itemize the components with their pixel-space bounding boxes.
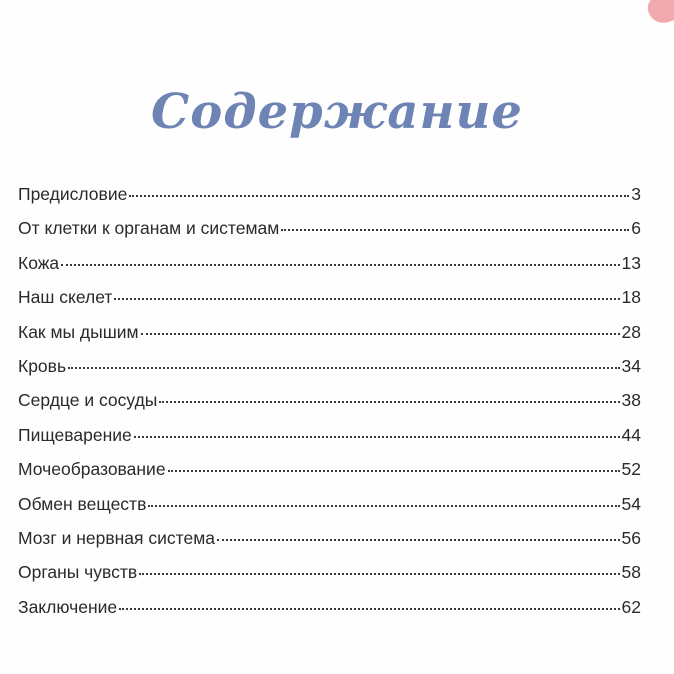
dot-leader (148, 505, 619, 507)
page-title: Содержание (151, 84, 523, 141)
toc-entry-title: Мочеобразование (18, 459, 166, 480)
dot-leader (119, 608, 619, 610)
dot-leader (114, 298, 619, 300)
toc-entry-title: Кровь (18, 355, 67, 376)
toc-entry-title: Сердце и сосуды (18, 390, 158, 411)
toc-entry (18, 597, 641, 631)
toc-entry-page: 52 (621, 459, 641, 480)
toc-entry-page: 6 (631, 218, 641, 239)
toc-entry (18, 322, 641, 356)
toc-entry (18, 390, 641, 424)
dot-leader (217, 539, 620, 541)
toc-entry-title: Предисловие (18, 184, 128, 204)
dot-leader (281, 229, 629, 231)
toc-entry-page: 54 (621, 493, 641, 514)
toc-entry-title: Пищеварение (18, 424, 132, 445)
toc-entry-page: 34 (621, 355, 641, 376)
toc-entry (18, 184, 641, 218)
toc-entry (18, 287, 641, 321)
toc-entry-title: Наш скелет (18, 287, 113, 308)
toc-entry-page: 62 (621, 596, 641, 617)
dot-leader (159, 401, 619, 403)
toc-entry-title: Как мы дышим (18, 321, 139, 342)
toc-entry-title: Обмен веществ (18, 493, 147, 514)
table-of-contents (18, 184, 641, 631)
toc-entry-page: 44 (621, 424, 641, 445)
dot-leader (68, 367, 619, 369)
dot-leader (61, 264, 619, 266)
toc-entry (18, 528, 641, 562)
toc-entry-page: 28 (621, 321, 641, 342)
toc-entry (18, 562, 641, 596)
toc-entry-page: 13 (621, 252, 641, 273)
dot-leader (141, 333, 620, 335)
dot-leader (129, 195, 629, 197)
toc-entry-title: От клетки к органам и системам (18, 218, 280, 239)
toc-entry-title: Мозг и нервная система (18, 527, 215, 548)
toc-entry (18, 459, 641, 493)
toc-entry (18, 494, 641, 528)
toc-entry-page: 18 (621, 287, 641, 308)
toc-entry-page: 38 (621, 390, 641, 411)
dot-leader (139, 573, 619, 575)
toc-entry-page: 3 (631, 184, 641, 204)
corner-decoration (645, 0, 674, 27)
dot-leader (134, 436, 620, 438)
toc-entry (18, 356, 641, 390)
toc-entry (18, 425, 641, 459)
toc-entry-page: 56 (621, 527, 641, 548)
toc-entry (18, 218, 641, 252)
toc-entry-page: 58 (621, 562, 641, 583)
toc-entry-title: Органы чувств (18, 562, 138, 583)
dot-leader (168, 470, 620, 472)
toc-entry-title: Заключение (18, 596, 118, 617)
toc-entry (18, 253, 641, 287)
toc-entry-title: Кожа (18, 252, 60, 273)
